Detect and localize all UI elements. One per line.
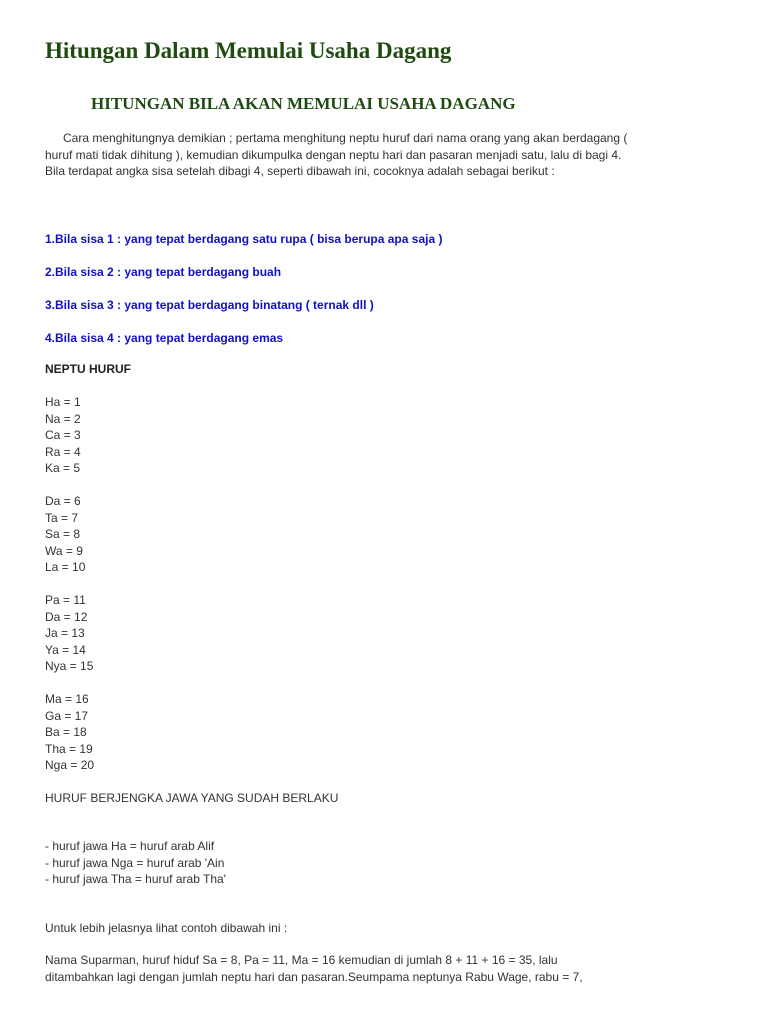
neptu-group xyxy=(45,493,94,576)
neptu-row: Da = 12 xyxy=(45,609,88,624)
neptu-row: Ra = 4 xyxy=(45,444,81,459)
neptu-row: Ka = 5 xyxy=(45,461,81,475)
neptu-row: Ha = 1 xyxy=(45,395,81,409)
neptu-row: Ma = 16 xyxy=(45,692,89,706)
neptu-group xyxy=(45,691,94,774)
neptu-row: Ta = 7 xyxy=(45,510,79,525)
equivalent-item: - huruf jawa Nga = huruf arab 'Ain xyxy=(45,855,225,870)
neptu-row: Ya = 14 xyxy=(45,642,86,657)
equivalent-item: - huruf jawa Ha = huruf arab Alif xyxy=(45,839,215,853)
rule-item: 3.Bila sisa 3 : yang tepat berdagang binatang ( ternak dll ) xyxy=(45,298,374,312)
neptu-group xyxy=(45,592,94,675)
rule-item: 1.Bila sisa 1 : yang tepat berdagang satu rupa ( bisa berupa apa saja ) xyxy=(45,232,443,246)
equivalent-item: - huruf jawa Tha = huruf arab Tha' xyxy=(45,872,226,886)
section-heading: HITUNGAN BILA AKAN MEMULAI USAHA DAGANG xyxy=(91,94,516,113)
page-title: Hitungan Dalam Memulai Usaha Dagang xyxy=(45,38,452,63)
neptu-group xyxy=(45,394,94,477)
neptu-row: Pa = 11 xyxy=(45,593,86,607)
rule-item: 4.Bila sisa 4 : yang tepat berdagang emas xyxy=(45,331,284,345)
neptu-row: La = 10 xyxy=(45,560,86,574)
neptu-row: Ca = 3 xyxy=(45,428,81,442)
neptu-row: Nga = 20 xyxy=(45,758,95,772)
neptu-row: Ga = 17 xyxy=(45,708,89,723)
intro-text: Cara menghitungnya demikian ; pertama menghitung neptu huruf dari nama orang yang akan berdagang ( huruf mati tidak dihitung ), kemudian dikumpulka dengan neptu hari dan pasaran menjadi satu, lalu di bagi 4. Bila terdapat angka sisa setelah dibagi 4, seperti dibawah ini, cocoknya adalah sebagai berikut : xyxy=(45,131,628,178)
neptu-list xyxy=(45,394,94,790)
equivalents-list xyxy=(45,838,226,888)
neptu-row: Na = 2 xyxy=(45,411,81,426)
example-intro: Untuk lebih jelasnya lihat contoh dibawah ini : xyxy=(45,921,288,935)
neptu-row: Da = 6 xyxy=(45,494,81,508)
neptu-row: Wa = 9 xyxy=(45,543,83,558)
rules-list xyxy=(45,231,645,363)
neptu-row: Ba = 18 xyxy=(45,725,87,739)
intro-paragraph xyxy=(45,130,635,180)
neptu-row: Nya = 15 xyxy=(45,659,94,673)
neptu-row: Sa = 8 xyxy=(45,527,81,541)
neptu-title: NEPTU HURUF xyxy=(45,362,131,376)
equivalents-title: HURUF BERJENGKA JAWA YANG SUDAH BERLAKU xyxy=(45,791,339,805)
rule-item: 2.Bila sisa 2 : yang tepat berdagang buah xyxy=(45,265,282,279)
neptu-row: Tha = 19 xyxy=(45,741,93,756)
neptu-row: Ja = 13 xyxy=(45,626,85,640)
example-paragraph: Nama Suparman, huruf hiduf Sa = 8, Pa = 11, Ma = 16 kemudian di jumlah 8 + 11 + 16 = 35, lalu ditambahkan lagi dengan jumlah neptu hari dan pasaran.Seumpama neptunya Rabu Wage, rabu = 7, xyxy=(45,953,583,984)
